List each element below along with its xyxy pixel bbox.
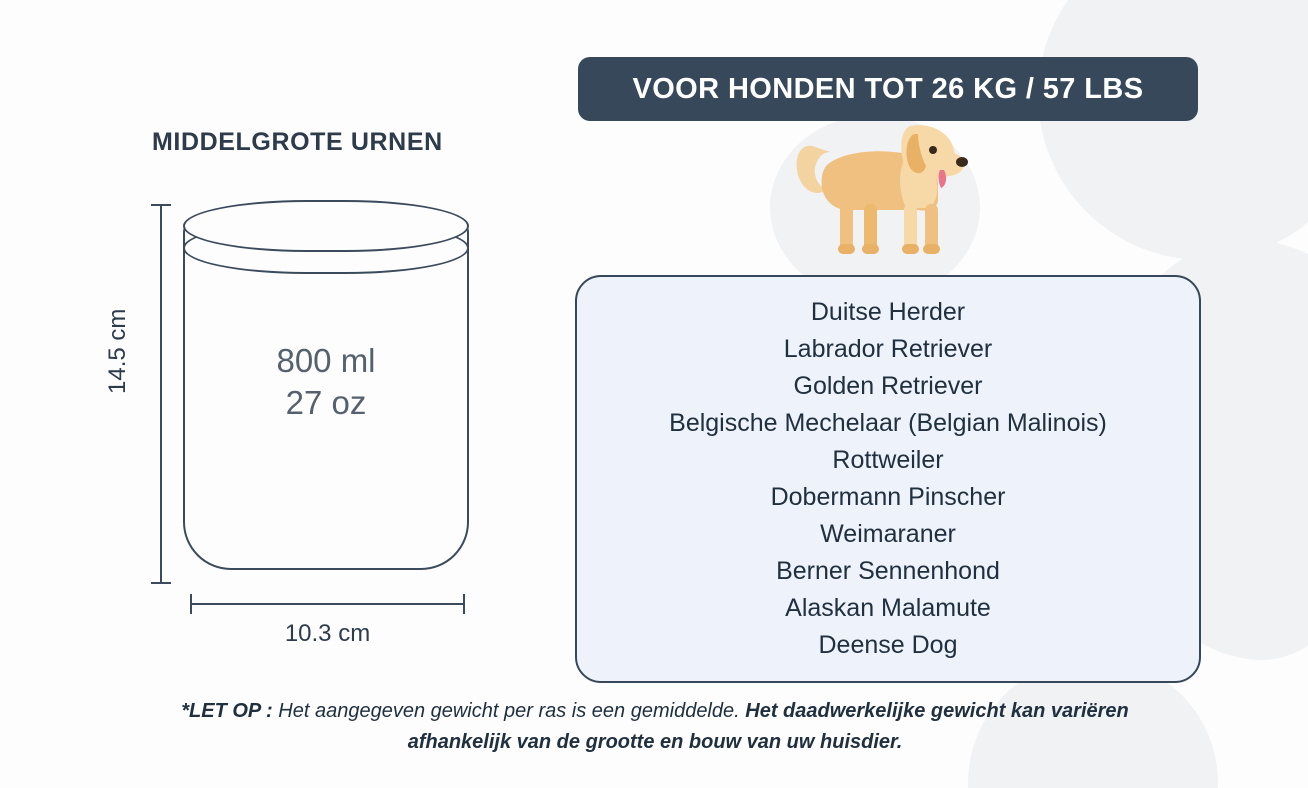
list-item: Rottweiler — [832, 446, 944, 474]
footnote-normal: Het aangegeven gewicht per ras is een gemiddelde. — [272, 700, 746, 722]
width-dimension-label: 10.3 cm — [284, 620, 371, 647]
list-item: Deense Dog — [818, 631, 958, 659]
urn-volume-ml: 800 ml — [276, 342, 376, 379]
urn-section-title: MIDDELGROTE URNEN — [152, 128, 443, 156]
list-item: Duitse Herder — [810, 298, 966, 326]
weight-banner-label: VOOR HONDEN TOT 26 KG / 57 LBS — [632, 72, 1144, 105]
weight-banner — [578, 57, 1198, 121]
list-item: Labrador Retriever — [783, 335, 993, 363]
list-item: Weimaraner — [820, 520, 956, 548]
list-item: Alaskan Malamute — [785, 594, 991, 622]
breed-list-panel — [575, 275, 1201, 683]
list-item: Belgische Mechelaar (Belgian Malinois) — [669, 409, 1107, 437]
urn-illustration — [183, 200, 471, 572]
list-item: Golden Retriever — [793, 372, 983, 400]
urn-volume-oz: 27 oz — [285, 384, 367, 421]
height-dimension-label: 14.5 cm — [104, 308, 131, 394]
footnote-lead: *LET OP : — [181, 700, 273, 722]
background-blob-top-right — [1038, 0, 1308, 260]
height-dimension-line — [160, 204, 162, 584]
width-dimension-line — [190, 603, 465, 605]
footnote-bold: Het daadwerkelijke gewicht kan variëren afhankelijk van de grootte en bouw van uw huisdier. — [407, 700, 1129, 753]
urn-lid-shape — [183, 200, 469, 252]
list-item: Dobermann Pinscher — [770, 483, 1006, 511]
list-item: Berner Sennenhond — [776, 557, 1000, 585]
urn-section — [0, 0, 540, 700]
footnote — [180, 696, 1130, 758]
urn-volume-text — [183, 340, 469, 424]
golden-retriever-icon — [778, 108, 978, 268]
